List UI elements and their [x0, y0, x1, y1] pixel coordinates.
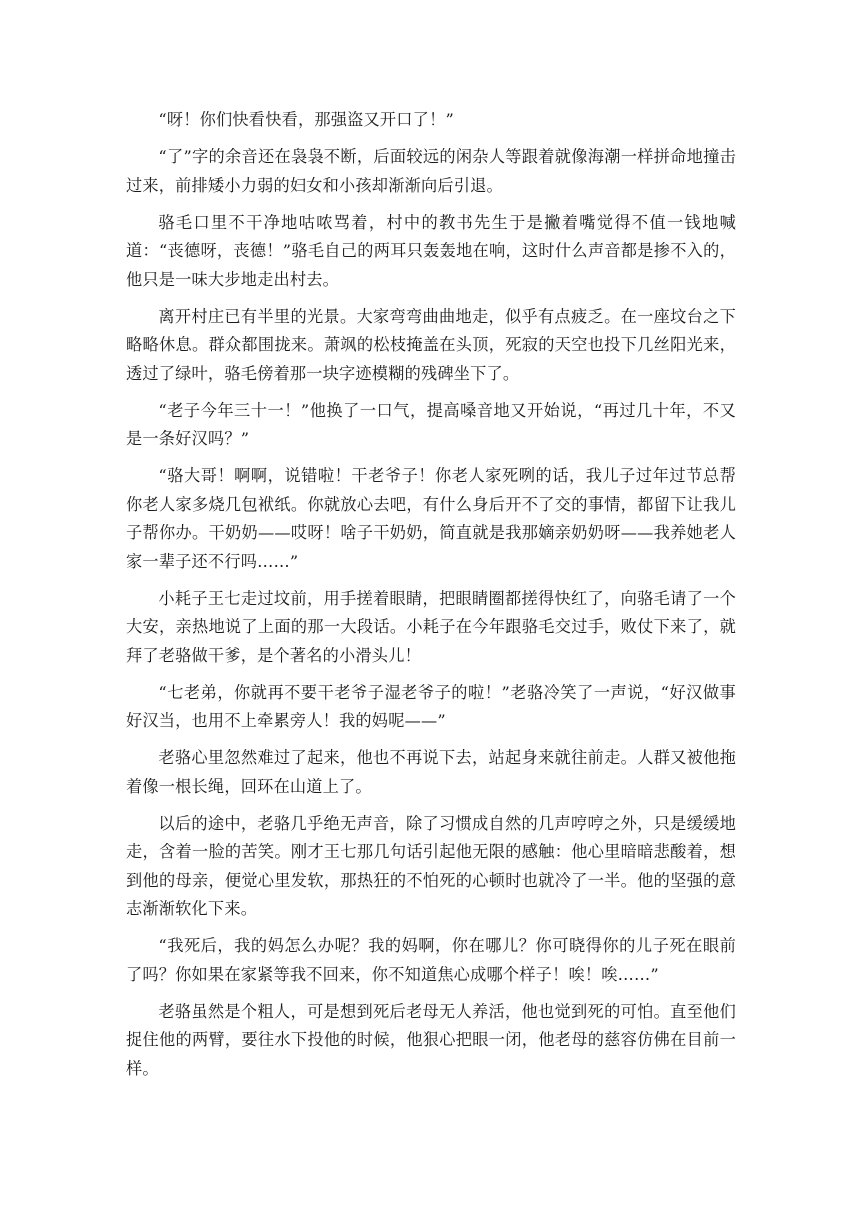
paragraph: 离开村庄已有半里的光景。大家弯弯曲曲地走，似乎有点疲乏。在一座坟台之下略略休息。群众都围拢来。萧飒的松枝掩盖在头顶，死寂的天空也投下几丝阳光来，透过了绿叶，骆毛傍着那一块字迹模糊的残碑坐下了。: [126, 306, 736, 383]
paragraph: 小耗子王七走过坟前，用手搓着眼睛，把眼睛圈都搓得快红了，向骆毛请了一个大安，亲热地说了上面的那一大段话。小耗子在今年跟骆毛交过手，败仗下来了，就拜了老骆做干爹，是个著名的小滑头儿！: [126, 588, 736, 665]
paragraph: “骆大哥！啊啊，说错啦！干老爷子！你老人家死咧的话，我儿子过年过节总帮你老人家多烧几包袱纸。你就放心去吧，有什么身后开不了交的事情，都留下让我儿子帮你办。干奶奶——哎呀！啥子干奶奶，简直就是我那嫡亲奶奶呀——我养她老人家一辈子还不行吗……”: [126, 466, 736, 571]
paragraph: 老骆虽然是个粗人，可是想到死后老母无人养活，他也觉到死的可怕。直至他们捉住他的两臂，要往水下投他的时候，他狠心把眼一闭，他老母的慈容仿佛在目前一样。: [126, 1001, 736, 1078]
paragraph: “了”字的余音还在袅袅不断，后面较远的闲杂人等跟着就像海潮一样拼命地撞击过来，前排矮小力弱的妇女和小孩却渐渐向后引退。: [126, 147, 736, 195]
paragraph: 以后的途中，老骆几乎绝无声音，除了习惯成自然的几声哼哼之外，只是缓缓地走，含着一脸的苦笑。刚才王七那几句话引起他无限的感触：他心里暗暗悲酸着，想到他的母亲，便觉心里发软，那热狂的不怕死的心顿时也就冷了一半。他的坚强的意志渐渐软化下来。: [126, 813, 736, 918]
paragraph: “我死后，我的妈怎么办呢？我的妈啊，你在哪儿？你可晓得你的儿子死在眼前了吗？你如果在家紧等我不回来，你不知道焦心成哪个样子！唉！唉……”: [126, 936, 736, 984]
paragraph: “呀！你们快看快看，那强盗又开口了！”: [158, 110, 454, 129]
paragraph: “老子今年三十一！”他换了一口气，提高嗓音地又开始说，“再过几十年，不又是一条好汉吗？”: [126, 400, 736, 448]
paragraph: “七老弟，你就再不要干老爷子湿老爷子的啦！”老骆冷笑了一声说，“好汉做事好汉当，也用不上牵累旁人！我的妈呢——”: [126, 682, 736, 730]
paragraph: 老骆心里忽然难过了起来，他也不再说下去，站起身来就往前走。人群又被他拖着像一根长绳，回环在山道上了。: [126, 748, 736, 796]
article-body: [126, 106, 736, 1092]
paragraph: 骆毛口里不干净地咕哝骂着，村中的教书先生于是撇着嘴觉得不值一钱地喊道：“丧德呀，丧德！”骆毛自己的两耳只轰轰地在响，这时什么声音都是掺不入的，他只是一味大步地走出村去。: [126, 212, 736, 289]
